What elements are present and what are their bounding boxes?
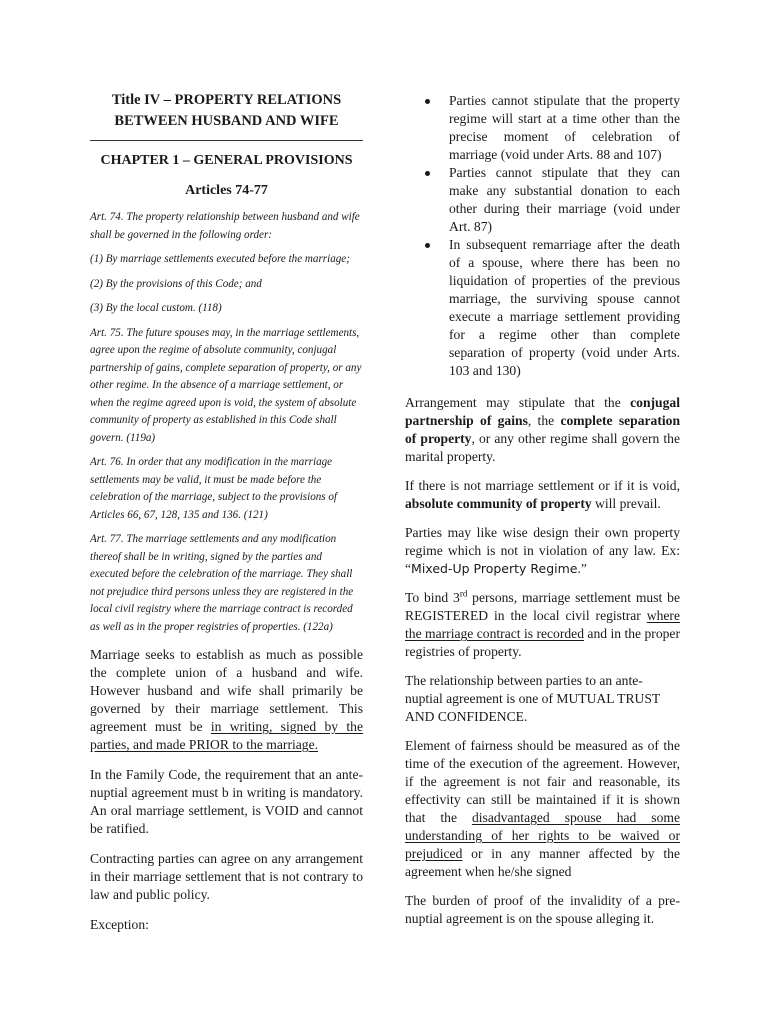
- bullet-text-1: Parties cannot stipulate that the property regime will start at a time other than the precise moment of celebration of marriage (void under Arts. 88 and 107): [449, 93, 680, 162]
- art74-intro: Art. 74. The property relationship between husband and wife shall be governed in the following order:: [90, 211, 360, 241]
- absolute-community-bold: absolute community of property: [405, 496, 592, 511]
- mixed-up-regime-text: Mixed-Up Property Regime: [411, 561, 578, 576]
- bind-underlined-text: where the marriage contract is recorded: [405, 608, 680, 641]
- title-line-1: Title IV – PROPERTY RELATIONS: [111, 92, 342, 108]
- list-item: [405, 236, 680, 380]
- bullet-text-3: In subsequent remarriage after the death of a spouse, where there has been no liquidation of properties of the previous marriage, the surviving spouse cannot execute a marriage settlement providing for a regime other than complete separation of property (void under Arts. 103 and 130): [449, 237, 680, 378]
- complete-separation-bold: complete separation of property: [405, 413, 680, 446]
- marriage-paragraph: [90, 646, 363, 754]
- bullet-text-2: Parties cannot stipulate that they can make any substantial donation to each other during their marriage (void under Art. 87): [449, 165, 680, 234]
- exception-label: Exception:: [90, 917, 149, 932]
- void-paragraph: [405, 477, 680, 513]
- void-text-a: If there is not marriage settlement or if it is void,: [405, 478, 680, 493]
- chapter-heading: CHAPTER 1 – GENERAL PROVISIONS: [100, 153, 353, 168]
- burden-paragraph: The burden of proof of the invalidity of a pre-nuptial agreement is on the spouse alleging it.: [405, 893, 680, 926]
- contracting-paragraph: Contracting parties can agree on any arrangement in their marriage settlement that is not contrary to law and public policy.: [90, 851, 363, 902]
- list-item: [405, 92, 680, 164]
- fairness-text-a: Element of fairness should be measured as of the time of the execution of the agreement. However, if the agreement is not fair and reasonable, its effectivity can still be maintained if it is shown that the: [405, 738, 680, 825]
- family-code-paragraph: In the Family Code, the requirement that an ante-nuptial agreement must b in writing is mandatory. An oral marriage settlement, is VOID and cannot be ratified.: [90, 767, 363, 836]
- bullet-icon: [425, 171, 430, 176]
- marriage-underlined-text: in writing, signed by the parties, and made PRIOR to the marriage.: [90, 719, 363, 752]
- art74-item-3: (3) By the local custom. (118): [90, 302, 222, 314]
- bullet-icon: [425, 243, 430, 248]
- arrangement-text-d: , or any other regime shall govern the marital property.: [405, 431, 680, 464]
- bind-text-a: To bind 3: [405, 590, 460, 605]
- void-text-c: will prevail.: [591, 496, 661, 511]
- bind-text-c: and in the proper registries of property.: [405, 626, 680, 659]
- bind-paragraph: [405, 589, 680, 661]
- design-text-a: Parties may like wise design their own property regime which is not in violation of any law. Ex: “: [405, 525, 680, 576]
- title-divider: [90, 140, 363, 141]
- left-column: [90, 90, 363, 934]
- bullet-icon: [425, 99, 430, 104]
- right-column: [405, 92, 680, 928]
- art75-text: Art. 75. The future spouses may, in the marriage settlements, agree upon the regime of absolute community, conjugal partnership of gains, complete separation of property, or any other regime. In the absence of a marriage settlement, or when the regime agreed upon is void, the system of absolute community of property as established in this Code shall govern. (119a): [90, 326, 362, 444]
- document-title: [90, 90, 363, 132]
- fairness-text-b: or in any manner affected by the agreement when he/she signed: [405, 846, 680, 879]
- art74-item-2: (2) By the provisions of this Code; and: [90, 277, 262, 290]
- relationship-paragraph: The relationship between parties to an ante-nuptial agreement is one of MUTUAL TRUST AND CONFIDENCE.: [405, 673, 660, 724]
- marriage-text: Marriage seeks to establish as much as possible the complete union of a husband and wife. However husband and wife shall primarily be governed by their marriage settlement. This agreement must be: [90, 647, 363, 734]
- art74-item-1: (1) By marriage settlements executed before the marriage;: [90, 253, 350, 265]
- title-line-2: BETWEEN HUSBAND AND WIFE: [114, 113, 339, 129]
- arrangement-text-a: Arrangement may stipulate that the: [405, 395, 631, 410]
- list-item: [405, 164, 680, 236]
- bind-text-b: persons, marriage settlement must be REGISTERED in the local civil registrar: [405, 590, 680, 623]
- exception-bullet-list: [405, 92, 680, 380]
- arrangement-paragraph: [405, 394, 680, 466]
- art77-text: Art. 77. The marriage settlements and any modification thereof shall be in writing, signed by the parties and executed before the celebration of the marriage. They shall not prejudice third persons unless they are registered in the local civil registry where the marriage contract is recorded as well as in the proper registries of properties. (122a): [90, 533, 354, 633]
- arrangement-text-c: , the: [527, 413, 561, 428]
- design-text-c: .”: [577, 561, 587, 576]
- conjugal-partnership-bold: conjugal partnership of gains: [405, 395, 680, 428]
- fairness-paragraph: [405, 737, 680, 881]
- bind-superscript: rd: [459, 588, 468, 599]
- design-paragraph: [405, 524, 680, 578]
- fairness-underlined-text: disadvantaged spouse had some understanding of her rights to be waived or prejudiced: [405, 810, 681, 861]
- art76-text: Art. 76. In order that any modification in the marriage settlements may be valid, it must be made before the celebration of the marriage, subject to the provisions of Articles 66, 67, 128, 135 and 136. (121): [90, 456, 338, 521]
- articles-text: [90, 209, 363, 636]
- articles-heading: Articles 74-77: [185, 183, 268, 198]
